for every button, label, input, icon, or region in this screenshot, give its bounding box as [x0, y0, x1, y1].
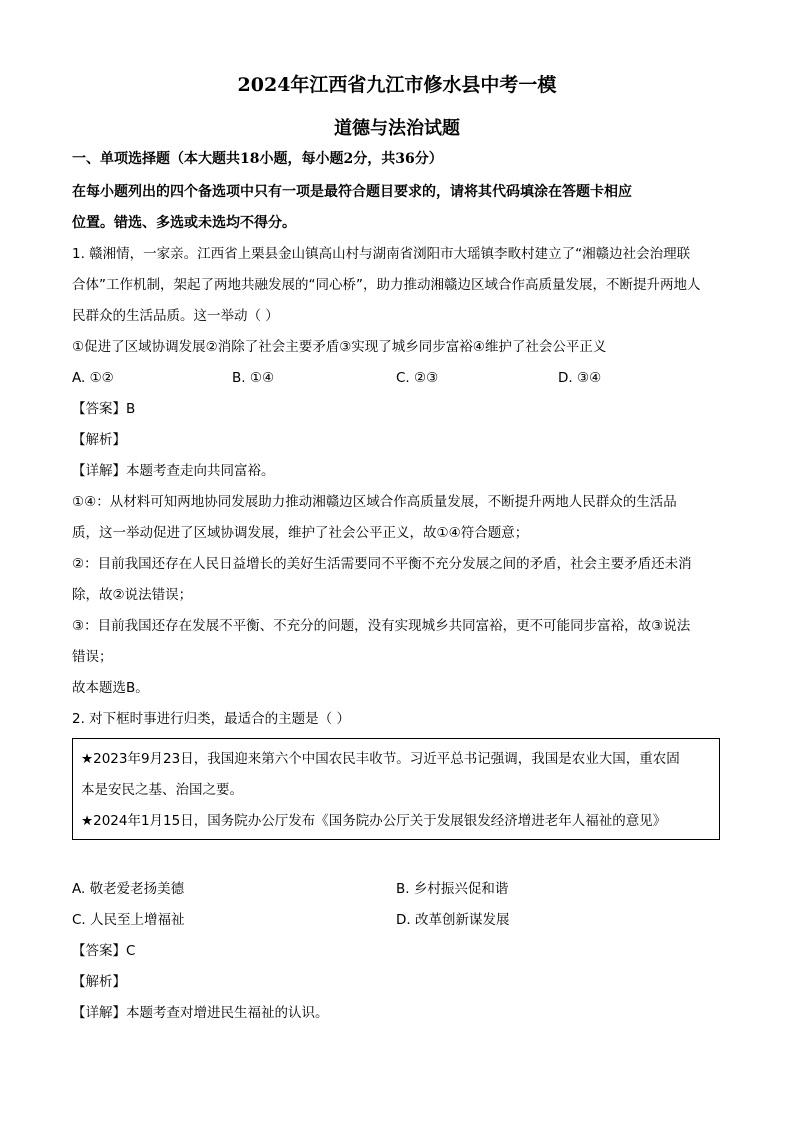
section-instruction-line-1: 在每小题列出的四个备选项中只有一项是最符合题目要求的，请将其代码填涂在答题卡相应 — [72, 184, 632, 200]
q1-explanation-1a: ①④：从材料可知两地协同发展助力推动湘赣边区域合作高质量发展，不断提升两地人民群众的生活品 — [72, 494, 677, 510]
q2-option-b: B. 乡村振兴促和谐 — [396, 881, 509, 897]
q2-option-c: C. 人民至上增福祉 — [72, 912, 185, 928]
q1-option-b: B. ①④ — [232, 370, 275, 386]
q1-stem-line-1: 1. 赣湘情，一家亲。江西省上栗县金山镇高山村与湖南省浏阳市大瑶镇李畋村建立了“湘赣边社会治理联 — [72, 246, 691, 262]
q2-analysis-label: 【解析】 — [72, 974, 126, 990]
q1-option-d: D. ③④ — [558, 370, 602, 386]
q1-conclusion: 故本题选B。 — [72, 680, 149, 696]
q2-box-item-1-line-2: 本是安民之基、治国之要。 — [81, 782, 243, 798]
q1-analysis-label: 【解析】 — [72, 432, 126, 448]
q2-news-box — [72, 738, 720, 840]
q2-box-item-1-line-1: ★2023年9月23日，我国迎来第六个中国农民丰收节。习近平总书记强调，我国是农业大国，重农固 — [81, 751, 680, 767]
q1-detail: 【详解】本题考查走向共同富裕。 — [72, 463, 275, 479]
q1-explanation-3a: ③：目前我国还存在发展不平衡、不充分的问题，没有实现城乡共同富裕，更不可能同步富裕，故③说法 — [72, 618, 691, 634]
exam-subtitle: 道德与法治试题 — [334, 118, 460, 139]
exam-title: 2024年江西省九江市修水县中考一模 — [237, 74, 557, 96]
q1-explanation-2b: 除，故②说法错误； — [72, 587, 193, 603]
q1-explanation-3b: 错误； — [72, 649, 113, 665]
section-instruction-line-2: 位置。错选、多选或未选均不得分。 — [72, 215, 296, 231]
q1-option-c: C. ②③ — [396, 370, 439, 386]
q1-stem-line-2: 合体”工作机制，架起了两地共融发展的“同心桥”，助力推动湘赣边区域合作高质量发展，不断提升两地人 — [72, 277, 701, 293]
q1-explanation-2a: ②：目前我国还存在人民日益增长的美好生活需要同不平衡不充分发展之间的矛盾，社会主要矛盾还未消 — [72, 556, 692, 572]
q2-detail: 【详解】本题考查对增进民生福祉的认识。 — [72, 1005, 329, 1021]
q2-option-a: A. 敬老爱老扬美德 — [72, 881, 185, 897]
q1-option-a: A. ①② — [72, 370, 114, 386]
section-heading: 一、单项选择题（本大题共18小题，每小题2分，共36分） — [72, 151, 443, 167]
q2-answer: 【答案】C — [72, 943, 136, 959]
q2-option-d: D. 改革创新谋发展 — [396, 912, 510, 928]
q1-answer: 【答案】B — [72, 401, 136, 417]
q2-stem: 2. 对下框时事进行归类，最适合的主题是（ ） — [72, 711, 350, 727]
q2-box-item-2: ★2024年1月15日，国务院办公厅发布《国务院办公厅关于发展银发经济增进老年人福祉的意见》 — [81, 813, 667, 829]
q1-explanation-1b: 质，这一举动促进了区域协调发展，维护了社会公平正义，故①④符合题意； — [72, 525, 529, 541]
q1-statements: ①促进了区域协调发展②消除了社会主要矛盾③实现了城乡同步富裕④维护了社会公平正义 — [72, 339, 607, 355]
q1-stem-line-3: 民群众的生活品质。这一举动（ ） — [72, 308, 279, 324]
